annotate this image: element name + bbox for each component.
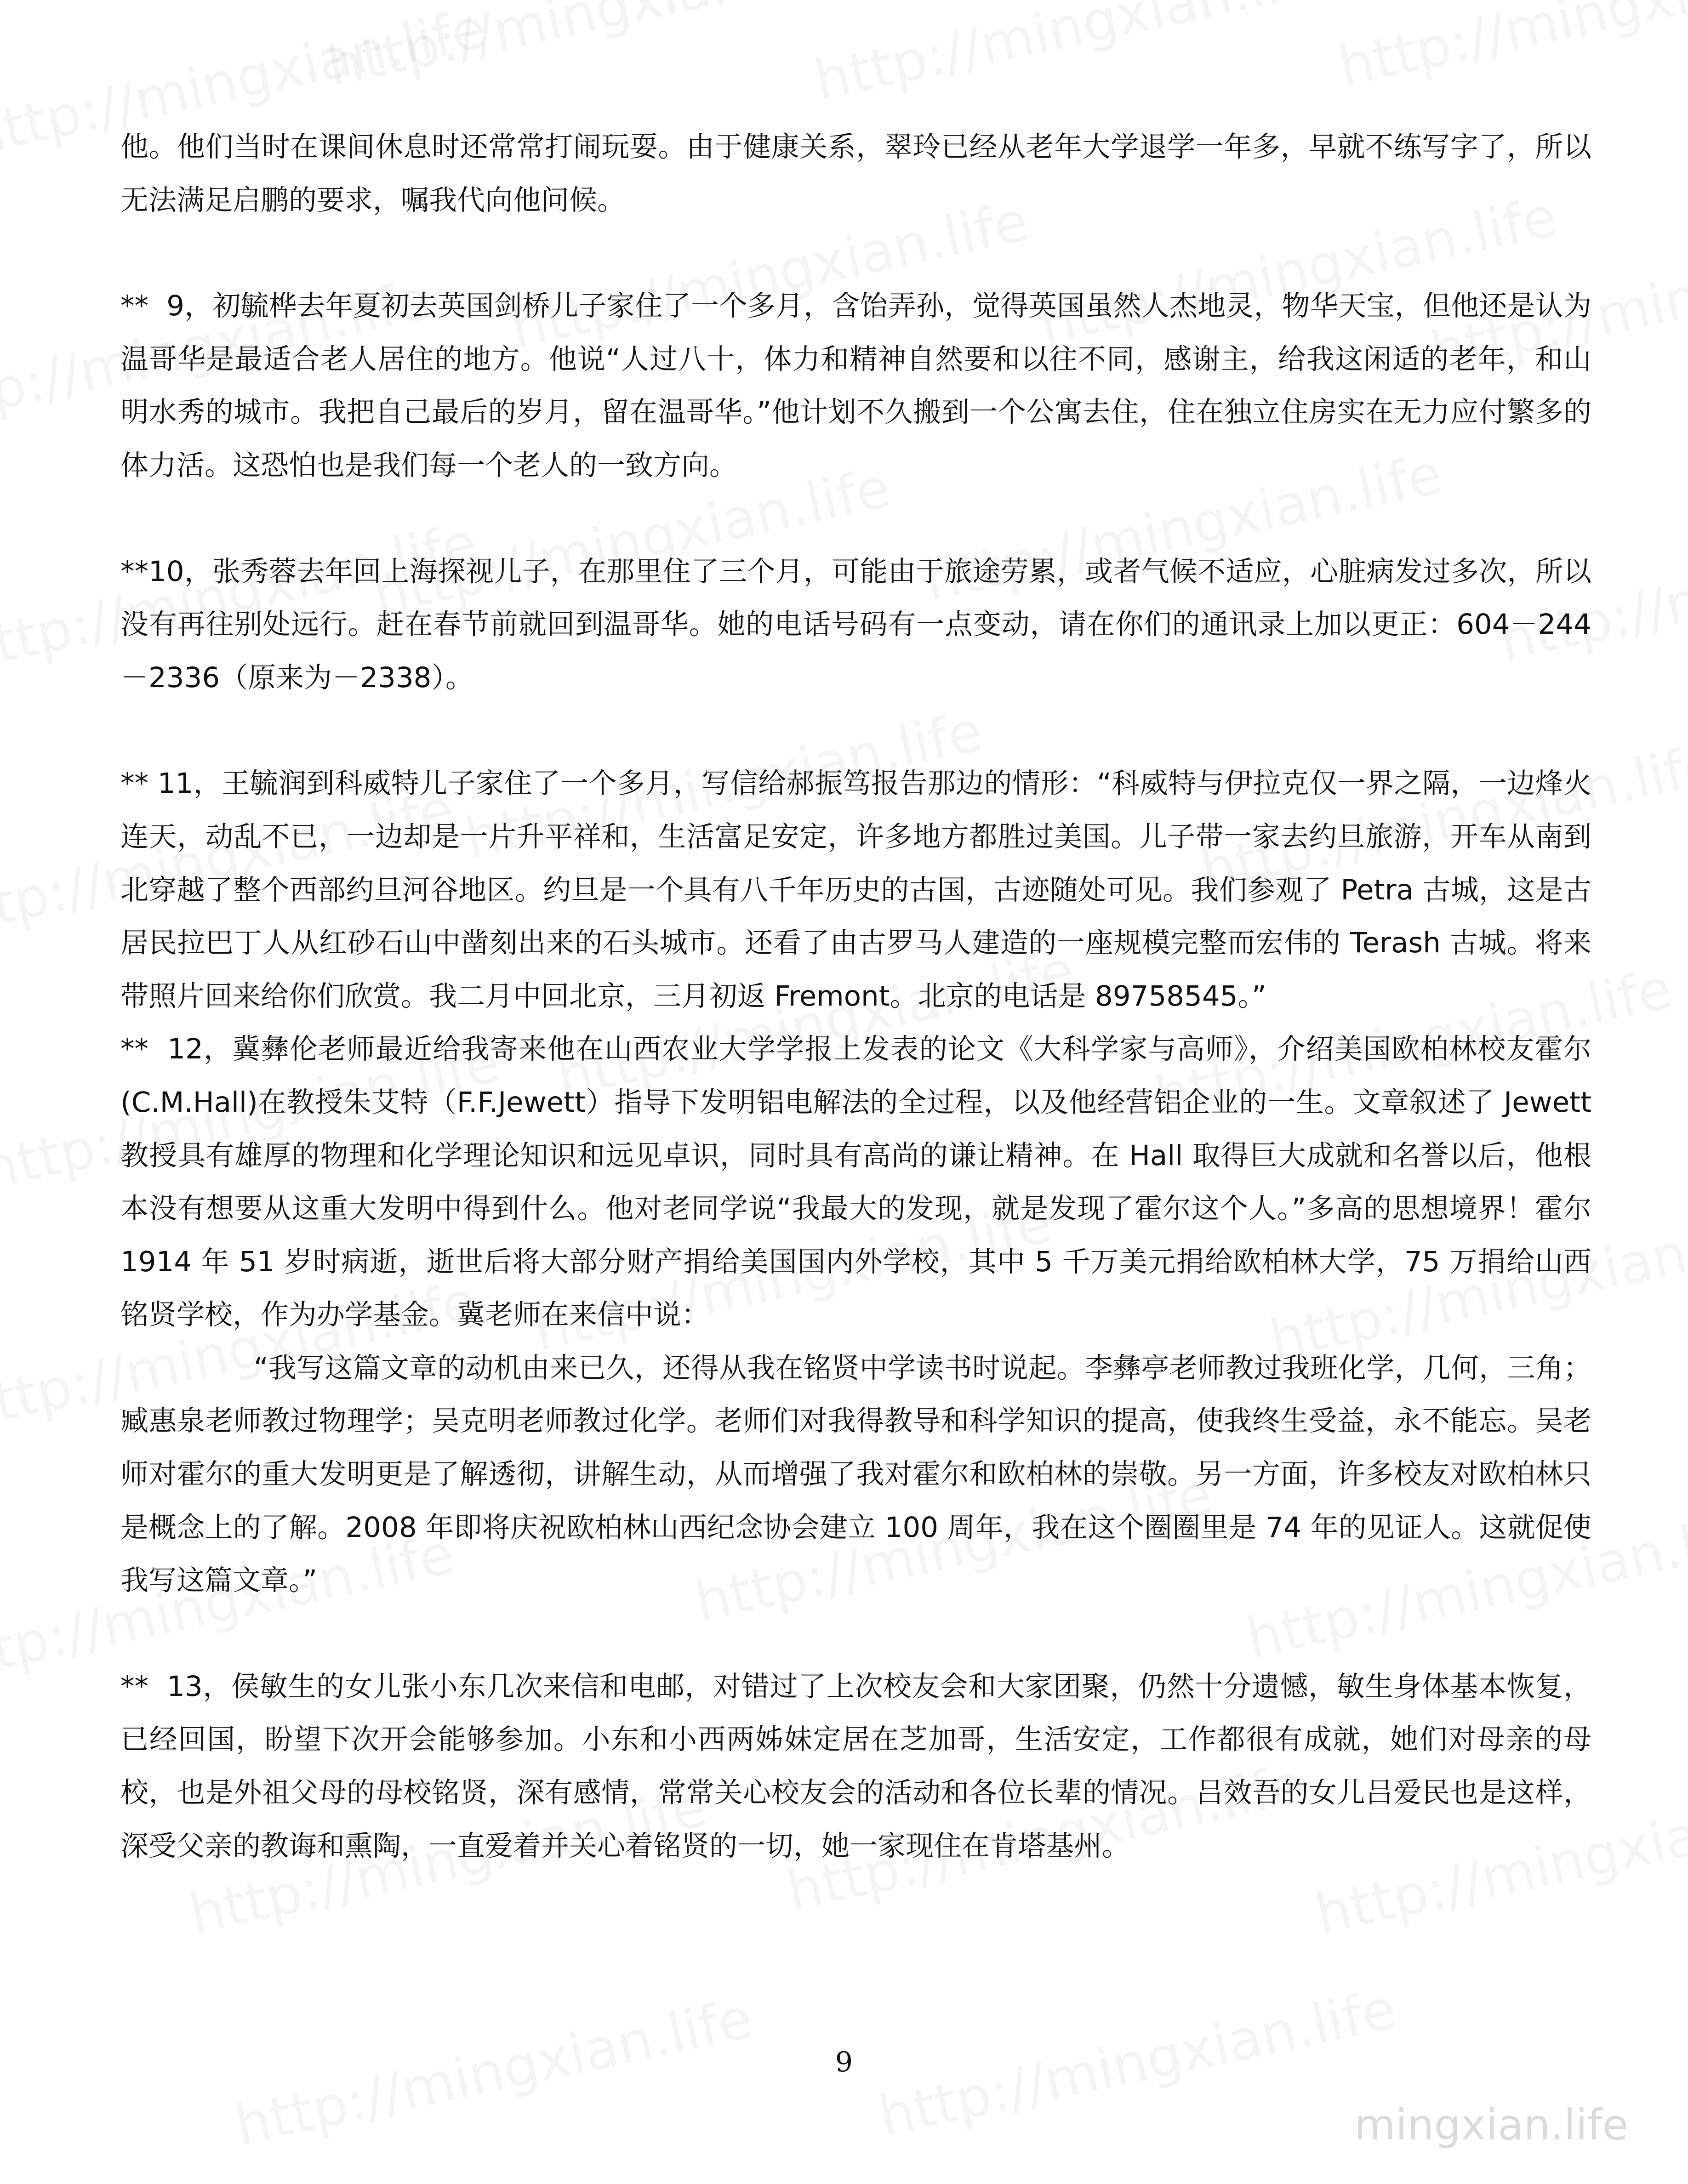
paragraph-item-13: ** 13，侯敏生的女儿张小东几次来信和电邮，对错过了上次校友会和大家团聚，仍然十分遗憾，敏生身体基本恢复，已经回国，盼望下次开会能够参加。小东和小西两姊妹定居在芝加哥，生活安定，工作都很有成就，她们对母亲的母校，也是外祖父母的母校铭贤，深有感情，常常关心校友会的活动和各位长辈的情况。吕效吾的女儿吕爱民也是这样，深受父亲的教诲和熏陶，一直爱着并关心着铭贤的一切，她一家现住在肯塔基州。 xyxy=(120,1670,1591,1862)
watermark xyxy=(1333,0,1688,99)
page-number: 9 xyxy=(835,2046,853,2078)
paragraph-item-10: **10，张秀蓉去年回上海探视儿子，在那里住了三个月，可能由于旅途劳累，或者气候不适应，心脏病发过多次，所以没有再往别处远行。赶在春节前就回到温哥华。她的电话号码有一点变动，请在你们的通讯录上加以更正：604－244－2336（原来为－2338）。 xyxy=(120,555,1591,694)
paragraph-item-9: ** 9，初毓桦去年夏初去英国剑桥儿子家住了一个多月，含饴弄孙，觉得英国虽然人杰地灵，物华天宝，但他还是认为温哥华是最适合老人居住的地方。他说“人过八十，体力和精神自然要和以往不同，感谢主，给我这闲适的老年，和山明水秀的城市。我把自己最后的岁月，留在温哥华。”他计划不久搬到一个公寓去住，住在独立住房实在无力应付繁多的体力活。这恐怕也是我们每一个老人的一致方向。 xyxy=(120,290,1591,482)
document-body xyxy=(120,120,1601,1872)
watermark xyxy=(322,0,850,99)
site-watermark: mingxian.life xyxy=(1354,2100,1628,2150)
paragraph-quote: “我写这篇文章的动机由来已久，还得从我在铭贤中学读书时说起。李彝亭老师教过我班化学，几何，三角；臧惠泉老师教过物理学；吴克明老师教过化学。老师们对我得教导和科学知识的提高，使我终生受益，永不能忘。吴老师对霍尔的重大发明更是了解透彻，讲解生动，从而增强了我对霍尔和欧柏林的崇敬。另一方面，许多校友对欧柏林只是概念上的了解。2008 年即将庆祝欧柏林山西纪念协会建立 100 周年，我在这个圈圈里是 74 年的见证人。这就促使我写这篇文章。” xyxy=(120,1351,1591,1597)
paragraph-continuation: 他。他们当时在课间休息时还常常打闹玩耍。由于健康关系，翠玲已经从老年大学退学一年多，早就不练写字了，所以无法满足启鹏的要求，嘱我代向他问候。 xyxy=(120,131,1591,216)
watermark xyxy=(809,0,1337,113)
paragraph-item-12: ** 12，冀彝伦老师最近给我寄来他在山西农业大学学报上发表的论文《大科学家与高师》，介绍美国欧柏林校友霍尔(C.M.Hall)在教授朱艾特（F.F.Jewett）指导下发明铝电解法的全过程，以及他经营铝企业的一生。文章叙述了 Jewett 教授具有雄厚的物理和化学理论知识和远见卓识，同时具有高尚的谦让精神。在 Hall 取得巨大成就和名誉以后，他根本没有想要从这重大发明中得到什么。他对老同学说“我最大的发现，就是发现了霍尔这个人。”多高的思想境界！霍尔 1914 年 51 岁时病逝，逝世后将大部分财产捐给美国国内外学校，其中 5 千万美元捐给欧柏林大学，75 万捐给山西铭贤学校，作为办学基金。冀老师在来信中说： xyxy=(120,1033,1601,1331)
paragraph-item-11: ** 11，王毓润到科威特儿子家住了一个多月，写信给郝振笃报告那边的情形：“科威特与伊拉克仅一界之隔，一边烽火连天，动乱不已，一边却是一片升平祥和，生活富足安定，许多地方都胜过美国。儿子带一家去约旦旅游，开车从南到北穿越了整个西部约旦河谷地区。约旦是一个具有八千年历史的古国，古迹随处可见。我们参观了 Petra 古城，这是古居民拉巴丁人从红砂石山中凿刻出来的石头城市。还看了由古罗马人建造的一座规模完整而宏伟的 Terash 古城。将来带照片回来给你们欣赏。我二月中回北京，三月初返 Fremont。北京的电话是 89758545。” xyxy=(120,767,1591,1012)
